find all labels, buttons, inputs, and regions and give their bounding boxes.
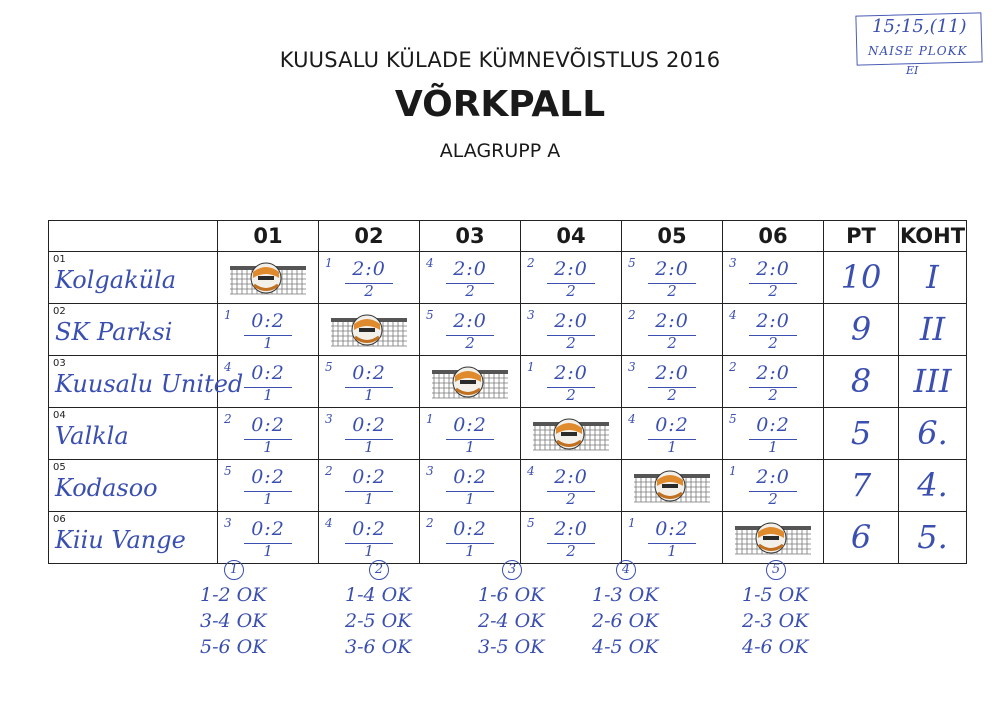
match-score: 0:2: [251, 310, 285, 332]
match-points: 1: [364, 386, 374, 404]
scheduled-game: 3-4 OK: [200, 610, 267, 632]
total-points: 10: [840, 258, 882, 296]
match-order: 3: [527, 308, 535, 322]
match-score: 0:2: [251, 466, 285, 488]
match-result-cell: [218, 512, 319, 564]
match-order: 1: [224, 308, 232, 322]
round-number: 5: [766, 560, 786, 580]
column-header: [49, 221, 218, 252]
match-score: 2:0: [554, 362, 588, 384]
match-score: 0:2: [251, 362, 285, 384]
match-order: 1: [628, 516, 636, 530]
match-points: 1: [263, 542, 273, 560]
sport-title: VÕRKPALL: [394, 84, 606, 125]
place: 4.: [917, 466, 948, 504]
total-points-cell: [824, 460, 899, 512]
match-order: 2: [426, 516, 434, 530]
match-points: 1: [263, 334, 273, 352]
team-number: 05: [53, 462, 66, 473]
team-name: Kodasoo: [55, 474, 158, 502]
self-match-cell: [622, 460, 723, 512]
volleyball-net-icon: [531, 414, 611, 454]
match-result-cell: [723, 356, 824, 408]
volleyball-net-icon: [329, 310, 409, 350]
team-cell: [49, 512, 218, 564]
match-score: 0:2: [251, 414, 285, 436]
match-result-cell: [420, 512, 521, 564]
total-points-cell: [824, 408, 899, 460]
match-points: 2: [667, 334, 677, 352]
match-order: 5: [325, 360, 333, 374]
match-score: 2:0: [554, 466, 588, 488]
team-number: 06: [53, 514, 66, 525]
results-table: [48, 220, 967, 564]
place-cell: [899, 252, 967, 304]
column-header: 04: [521, 221, 622, 252]
place-cell: [899, 304, 967, 356]
total-points: 9: [850, 310, 872, 348]
match-order: 1: [325, 256, 333, 270]
match-order: 5: [729, 412, 737, 426]
match-score: 0:2: [655, 414, 689, 436]
column-header: 03: [420, 221, 521, 252]
match-points: 1: [263, 490, 273, 508]
team-number: 03: [53, 358, 66, 369]
match-score: 2:0: [554, 310, 588, 332]
note-line-2: NAISE PLOKK: [868, 44, 968, 58]
column-header: 02: [319, 221, 420, 252]
team-cell: [49, 252, 218, 304]
schedule-round: [742, 560, 808, 658]
match-score: 2:0: [453, 310, 487, 332]
self-match-cell: [319, 304, 420, 356]
volleyball-net-icon: [733, 518, 813, 558]
match-order: 2: [527, 256, 535, 270]
match-result-cell: [218, 304, 319, 356]
match-score: 2:0: [756, 362, 790, 384]
match-order: 4: [628, 412, 636, 426]
match-score: 2:0: [554, 258, 588, 280]
match-result-cell: [319, 408, 420, 460]
match-score: 2:0: [554, 518, 588, 540]
match-points: 2: [566, 490, 576, 508]
match-score: 0:2: [352, 518, 386, 540]
scheduled-game: 4-5 OK: [592, 636, 659, 658]
place: 5.: [917, 518, 948, 556]
place: 6.: [917, 414, 948, 452]
scheduled-game: 2-4 OK: [478, 610, 545, 632]
team-row: [49, 356, 967, 408]
match-result-cell: [521, 304, 622, 356]
match-score: 0:2: [352, 362, 386, 384]
header-row: [49, 221, 967, 252]
scheduled-game: 1-4 OK: [345, 584, 412, 606]
column-header: 01: [218, 221, 319, 252]
total-points-cell: [824, 252, 899, 304]
match-order: 3: [325, 412, 333, 426]
schedule-round: [345, 560, 411, 658]
match-order: 5: [527, 516, 535, 530]
match-result-cell: [218, 356, 319, 408]
group-title: ALAGRUPP A: [439, 140, 561, 162]
match-result-cell: [319, 512, 420, 564]
match-score: 2:0: [453, 258, 487, 280]
match-order: 1: [527, 360, 535, 374]
team-cell: [49, 460, 218, 512]
match-result-cell: [420, 460, 521, 512]
match-points: 1: [667, 542, 677, 560]
match-order: 3: [729, 256, 737, 270]
scheduled-game: 3-6 OK: [345, 636, 412, 658]
match-points: 1: [768, 438, 778, 456]
scheduled-game: 1-3 OK: [592, 584, 659, 606]
scheduled-game: 4-6 OK: [742, 636, 809, 658]
team-name: Kuusalu United: [55, 370, 244, 398]
match-result-cell: [420, 304, 521, 356]
match-score: 0:2: [352, 414, 386, 436]
team-row: [49, 512, 967, 564]
scheduled-game: 2-5 OK: [345, 610, 412, 632]
match-points: 1: [364, 438, 374, 456]
match-score: 2:0: [655, 258, 689, 280]
team-cell: [49, 304, 218, 356]
event-subtitle: KUUSALU KÜLADE KÜMNEVÕISTLUS 2016: [279, 48, 721, 72]
match-order: 1: [426, 412, 434, 426]
match-points: 1: [263, 438, 273, 456]
match-order: 4: [224, 360, 232, 374]
team-name: SK Parksi: [55, 318, 173, 346]
match-points: 2: [566, 282, 576, 300]
match-points: 2: [768, 282, 778, 300]
match-order: 4: [527, 464, 535, 478]
match-points: 2: [566, 334, 576, 352]
match-points: 2: [566, 542, 576, 560]
match-score: 0:2: [655, 518, 689, 540]
match-result-cell: [622, 356, 723, 408]
match-result-cell: [622, 512, 723, 564]
match-order: 5: [224, 464, 232, 478]
match-points: 1: [364, 542, 374, 560]
match-score: 2:0: [655, 362, 689, 384]
team-cell: [49, 408, 218, 460]
match-result-cell: [319, 252, 420, 304]
match-result-cell: [723, 460, 824, 512]
round-number: 4: [616, 560, 636, 580]
match-score: 0:2: [453, 414, 487, 436]
match-points: 2: [768, 490, 778, 508]
match-result-cell: [420, 408, 521, 460]
scheduled-game: 1-5 OK: [742, 584, 809, 606]
round-number: 1: [224, 560, 244, 580]
scheduled-game: 1-2 OK: [200, 584, 267, 606]
match-points: 2: [465, 334, 475, 352]
match-result-cell: [521, 356, 622, 408]
total-points-cell: [824, 512, 899, 564]
volleyball-net-icon: [228, 258, 308, 298]
match-result-cell: [521, 252, 622, 304]
match-result-cell: [319, 356, 420, 408]
place-cell: [899, 512, 967, 564]
match-result-cell: [723, 304, 824, 356]
match-order: 4: [426, 256, 434, 270]
match-score: 0:2: [352, 466, 386, 488]
match-points: 1: [364, 490, 374, 508]
match-score: 0:2: [453, 466, 487, 488]
match-result-cell: [218, 460, 319, 512]
match-points: 1: [465, 438, 475, 456]
place-cell: [899, 460, 967, 512]
match-order: 3: [224, 516, 232, 530]
total-points-cell: [824, 356, 899, 408]
team-row: [49, 408, 967, 460]
scheduled-game: 2-3 OK: [742, 610, 809, 632]
total-points: 7: [850, 466, 872, 504]
match-score: 0:2: [756, 414, 790, 436]
match-order: 4: [325, 516, 333, 530]
match-order: 2: [729, 360, 737, 374]
match-points: 1: [263, 386, 273, 404]
self-match-cell: [723, 512, 824, 564]
match-points: 2: [667, 282, 677, 300]
team-row: [49, 460, 967, 512]
column-header: 06: [723, 221, 824, 252]
column-header: PT: [824, 221, 899, 252]
note-line-1: 15;15,(11): [872, 16, 967, 37]
match-result-cell: [218, 408, 319, 460]
match-score: 2:0: [756, 258, 790, 280]
match-order: 1: [729, 464, 737, 478]
scheduled-game: 1-6 OK: [478, 584, 545, 606]
match-score: 0:2: [251, 518, 285, 540]
match-points: 1: [667, 438, 677, 456]
match-points: 2: [465, 282, 475, 300]
team-cell: [49, 356, 244, 408]
scheduled-game: 2-6 OK: [592, 610, 659, 632]
match-order: 4: [729, 308, 737, 322]
match-order: 2: [325, 464, 333, 478]
team-row: [49, 252, 967, 304]
total-points: 5: [850, 414, 872, 452]
match-order: 2: [628, 308, 636, 322]
total-points: 8: [850, 362, 872, 400]
team-number: 01: [53, 254, 66, 265]
column-header: 05: [622, 221, 723, 252]
self-match-cell: [521, 408, 622, 460]
schedule-round: [200, 560, 266, 658]
match-order: 3: [426, 464, 434, 478]
match-points: 1: [465, 490, 475, 508]
match-points: 2: [768, 386, 778, 404]
self-match-cell: [420, 356, 521, 408]
round-number: 3: [502, 560, 522, 580]
total-points: 6: [850, 518, 872, 556]
match-score: 2:0: [756, 466, 790, 488]
match-result-cell: [723, 252, 824, 304]
match-score: 2:0: [655, 310, 689, 332]
team-number: 04: [53, 410, 66, 421]
match-result-cell: [622, 408, 723, 460]
schedule-round: [478, 560, 544, 658]
match-result-cell: [622, 252, 723, 304]
match-score: 2:0: [756, 310, 790, 332]
team-number: 02: [53, 306, 66, 317]
match-result-cell: [723, 408, 824, 460]
match-order: 3: [628, 360, 636, 374]
team-row: [49, 304, 967, 356]
match-points: 2: [667, 386, 677, 404]
match-points: 2: [566, 386, 576, 404]
scheduled-game: 3-5 OK: [478, 636, 545, 658]
volleyball-net-icon: [632, 466, 712, 506]
place-cell: [899, 356, 967, 408]
match-score: 2:0: [352, 258, 386, 280]
volleyball-net-icon: [430, 362, 510, 402]
round-number: 2: [369, 560, 389, 580]
note-line-3: EI: [906, 64, 919, 77]
match-points: 2: [364, 282, 374, 300]
match-result-cell: [319, 460, 420, 512]
match-order: 2: [224, 412, 232, 426]
scheduled-game: 5-6 OK: [200, 636, 267, 658]
column-header: KOHT: [899, 221, 967, 252]
match-result-cell: [420, 252, 521, 304]
schedule-round: [592, 560, 658, 658]
place: III: [913, 362, 952, 400]
place: II: [919, 310, 946, 348]
match-result-cell: [521, 460, 622, 512]
team-name: Kiiu Vange: [55, 526, 186, 554]
match-points: 1: [465, 542, 475, 560]
match-score: 0:2: [453, 518, 487, 540]
match-order: 5: [426, 308, 434, 322]
total-points-cell: [824, 304, 899, 356]
match-order: 5: [628, 256, 636, 270]
place-cell: [899, 408, 967, 460]
match-points: 2: [768, 334, 778, 352]
match-result-cell: [622, 304, 723, 356]
self-match-cell: [218, 252, 319, 304]
team-name: Kolgaküla: [55, 266, 177, 294]
team-name: Valkla: [55, 422, 129, 450]
match-result-cell: [521, 512, 622, 564]
place: I: [926, 258, 939, 296]
